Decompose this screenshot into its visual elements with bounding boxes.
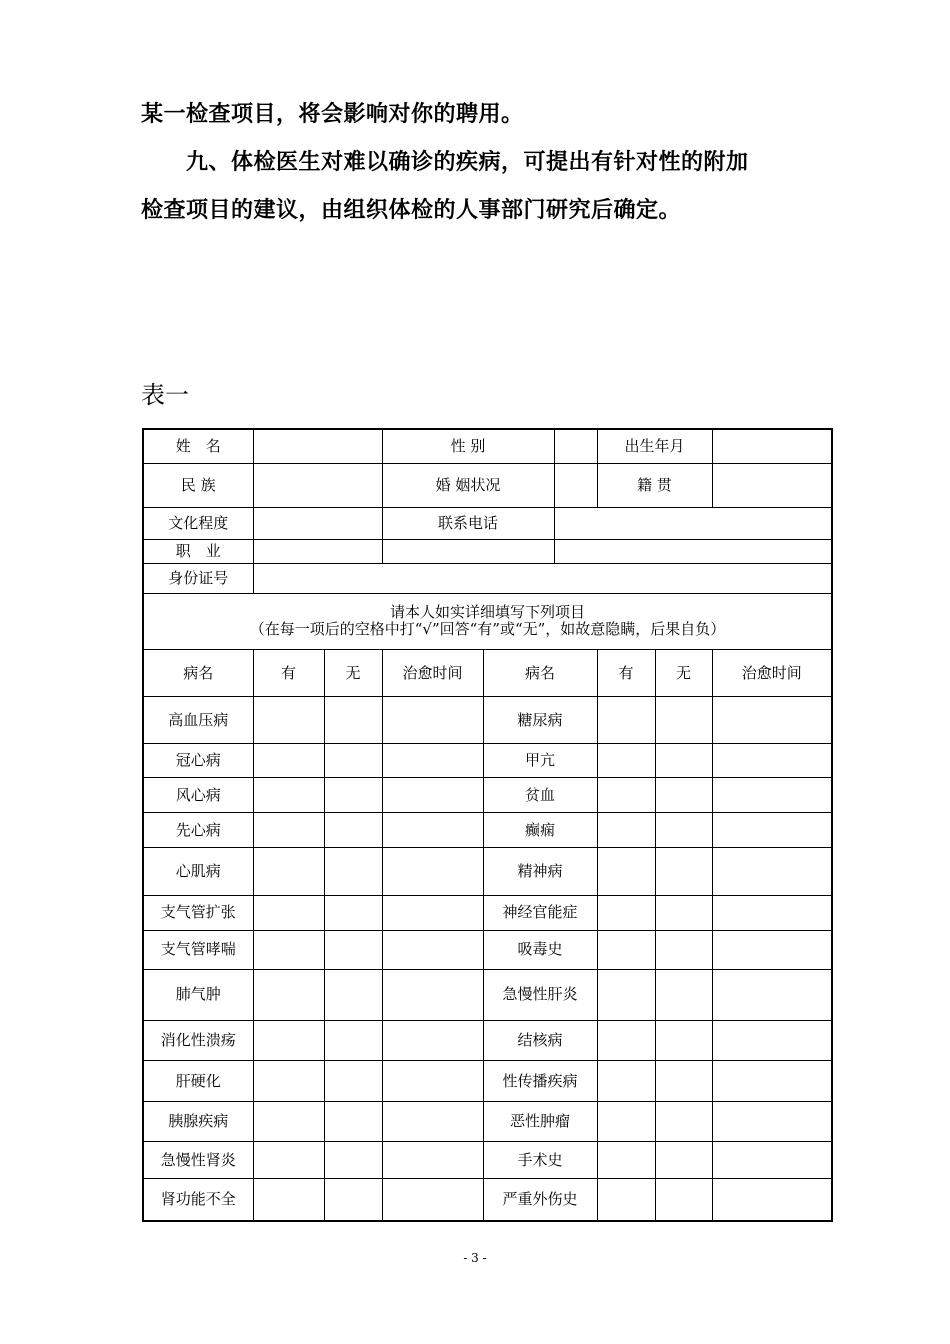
cure-time-cell[interactable] bbox=[382, 744, 483, 778]
table-row bbox=[143, 895, 832, 930]
cure-time-cell[interactable] bbox=[712, 969, 832, 1020]
phone-field[interactable] bbox=[554, 507, 832, 539]
yes-cell[interactable] bbox=[253, 1060, 324, 1101]
yes-cell[interactable] bbox=[597, 848, 655, 895]
name-label: 姓 名 bbox=[143, 429, 253, 463]
no-cell[interactable] bbox=[324, 1060, 382, 1101]
table-row bbox=[143, 848, 832, 895]
yes-cell[interactable] bbox=[597, 813, 655, 848]
table-row bbox=[143, 697, 832, 744]
disease-name-left: 风心病 bbox=[143, 778, 253, 813]
cure-time-cell[interactable] bbox=[382, 895, 483, 930]
instruction-notice bbox=[143, 593, 832, 649]
cure-time-cell[interactable] bbox=[712, 895, 832, 930]
yes-cell[interactable] bbox=[253, 1020, 324, 1060]
no-cell[interactable] bbox=[324, 1142, 382, 1179]
cure-time-cell[interactable] bbox=[382, 1102, 483, 1142]
disease-name-right: 恶性肿瘤 bbox=[483, 1102, 597, 1142]
no-cell[interactable] bbox=[655, 1179, 712, 1221]
occupation-field-3[interactable] bbox=[554, 539, 832, 563]
cure-time-cell[interactable] bbox=[382, 969, 483, 1020]
yes-cell[interactable] bbox=[253, 1179, 324, 1221]
table-row bbox=[143, 969, 832, 1020]
disease-name-right: 手术史 bbox=[483, 1142, 597, 1179]
paragraph-line-2: 九、体检医生对难以确诊的疾病，可提出有针对性的附加 bbox=[141, 150, 749, 175]
header-cure-time-right: 治愈时间 bbox=[712, 650, 832, 697]
occupation-label: 职 业 bbox=[143, 539, 253, 563]
yes-cell[interactable] bbox=[597, 1179, 655, 1221]
table-row bbox=[143, 813, 832, 848]
yes-cell[interactable] bbox=[253, 1102, 324, 1142]
marital-field[interactable] bbox=[554, 463, 597, 507]
no-cell[interactable] bbox=[655, 744, 712, 778]
disease-name-left: 急慢性肾炎 bbox=[143, 1142, 253, 1179]
header-yes-left: 有 bbox=[253, 650, 324, 697]
no-cell[interactable] bbox=[655, 1142, 712, 1179]
phone-label: 联系电话 bbox=[382, 507, 554, 539]
cure-time-cell[interactable] bbox=[382, 930, 483, 969]
disease-name-right: 神经官能症 bbox=[483, 895, 597, 930]
cure-time-cell[interactable] bbox=[712, 1020, 832, 1060]
birth-label: 出生年月 bbox=[597, 429, 712, 463]
no-cell[interactable] bbox=[324, 848, 382, 895]
table-row bbox=[143, 778, 832, 813]
ethnicity-label: 民 族 bbox=[143, 463, 253, 507]
yes-cell[interactable] bbox=[253, 969, 324, 1020]
no-cell[interactable] bbox=[655, 848, 712, 895]
cure-time-cell[interactable] bbox=[712, 778, 832, 813]
notice-line-1: 请本人如实详细填写下列项目 bbox=[390, 603, 586, 622]
no-cell[interactable] bbox=[655, 1102, 712, 1142]
occupation-field-2[interactable] bbox=[382, 539, 554, 563]
no-cell[interactable] bbox=[655, 1060, 712, 1101]
gender-field[interactable] bbox=[554, 429, 597, 463]
paragraph-line-1: 某一检查项目，将会影响对你的聘用。 bbox=[141, 102, 524, 127]
yes-cell[interactable] bbox=[597, 697, 655, 744]
occupation-field-1[interactable] bbox=[253, 539, 382, 563]
yes-cell[interactable] bbox=[253, 1142, 324, 1179]
no-cell[interactable] bbox=[324, 969, 382, 1020]
birth-field[interactable] bbox=[712, 429, 832, 463]
disease-name-left: 先心病 bbox=[143, 813, 253, 848]
yes-cell[interactable] bbox=[597, 1060, 655, 1101]
header-disease-right: 病名 bbox=[483, 650, 597, 697]
disease-name-left: 心肌病 bbox=[143, 848, 253, 895]
gender-label: 性 别 bbox=[382, 429, 554, 463]
cure-time-cell[interactable] bbox=[382, 1020, 483, 1060]
yes-cell[interactable] bbox=[597, 1142, 655, 1179]
header-no-right: 无 bbox=[655, 650, 712, 697]
cure-time-cell[interactable] bbox=[382, 1060, 483, 1101]
table-row bbox=[143, 1142, 832, 1179]
cure-time-cell[interactable] bbox=[712, 697, 832, 744]
table-row bbox=[143, 1102, 832, 1142]
no-cell[interactable] bbox=[655, 778, 712, 813]
cure-time-cell[interactable] bbox=[712, 1179, 832, 1221]
no-cell[interactable] bbox=[324, 1102, 382, 1142]
cure-time-cell[interactable] bbox=[712, 1102, 832, 1142]
cure-time-cell[interactable] bbox=[382, 1142, 483, 1179]
name-field[interactable] bbox=[253, 429, 382, 463]
no-cell[interactable] bbox=[324, 778, 382, 813]
table-row bbox=[143, 1060, 832, 1101]
health-declaration-table bbox=[142, 428, 833, 1222]
yes-cell[interactable] bbox=[597, 1020, 655, 1060]
disease-name-right: 吸毒史 bbox=[483, 930, 597, 969]
yes-cell[interactable] bbox=[597, 895, 655, 930]
table-row bbox=[143, 930, 832, 969]
disease-name-right: 贫血 bbox=[483, 778, 597, 813]
no-cell[interactable] bbox=[324, 744, 382, 778]
disease-name-left: 肺气肿 bbox=[143, 969, 253, 1020]
yes-cell[interactable] bbox=[253, 930, 324, 969]
no-cell[interactable] bbox=[324, 1179, 382, 1221]
table-row bbox=[143, 1020, 832, 1060]
cure-time-cell[interactable] bbox=[382, 778, 483, 813]
disease-name-left: 肝硬化 bbox=[143, 1060, 253, 1101]
cure-time-cell[interactable] bbox=[382, 848, 483, 895]
yes-cell[interactable] bbox=[253, 697, 324, 744]
no-cell[interactable] bbox=[655, 813, 712, 848]
no-cell[interactable] bbox=[655, 895, 712, 930]
disease-name-left: 高血压病 bbox=[143, 697, 253, 744]
cure-time-cell[interactable] bbox=[382, 1179, 483, 1221]
yes-cell[interactable] bbox=[253, 895, 324, 930]
table-caption: 表一 bbox=[141, 381, 189, 409]
no-cell[interactable] bbox=[655, 969, 712, 1020]
table-row bbox=[143, 1179, 832, 1221]
disease-name-right: 甲亢 bbox=[483, 744, 597, 778]
paragraph-line-3: 检查项目的建议，由组织体检的人事部门研究后确定。 bbox=[141, 198, 682, 223]
disease-name-right: 癫痫 bbox=[483, 813, 597, 848]
cure-time-cell[interactable] bbox=[712, 930, 832, 969]
id-number-field[interactable] bbox=[253, 563, 832, 593]
notice-line-2: （在每一项后的空格中打“√”回答“有”或“无”，如故意隐瞒，后果自负） bbox=[249, 620, 726, 639]
yes-cell[interactable] bbox=[253, 744, 324, 778]
no-cell[interactable] bbox=[324, 697, 382, 744]
no-cell[interactable] bbox=[655, 1020, 712, 1060]
disease-name-right: 精神病 bbox=[483, 848, 597, 895]
no-cell[interactable] bbox=[324, 895, 382, 930]
page-number: - 3 - bbox=[463, 1251, 487, 1265]
native-field[interactable] bbox=[712, 463, 832, 507]
yes-cell[interactable] bbox=[597, 969, 655, 1020]
no-cell[interactable] bbox=[655, 697, 712, 744]
yes-cell[interactable] bbox=[597, 930, 655, 969]
header-yes-right: 有 bbox=[597, 650, 655, 697]
native-label: 籍 贯 bbox=[597, 463, 712, 507]
no-cell[interactable] bbox=[324, 930, 382, 969]
disease-name-right: 糖尿病 bbox=[483, 697, 597, 744]
yes-cell[interactable] bbox=[597, 778, 655, 813]
yes-cell[interactable] bbox=[597, 1102, 655, 1142]
cure-time-cell[interactable] bbox=[382, 697, 483, 744]
cure-time-cell[interactable] bbox=[712, 1142, 832, 1179]
header-cure-time-left: 治愈时间 bbox=[382, 650, 483, 697]
disease-name-right: 严重外伤史 bbox=[483, 1179, 597, 1221]
table-row bbox=[143, 744, 832, 778]
disease-name-left: 肾功能不全 bbox=[143, 1179, 253, 1221]
no-cell[interactable] bbox=[324, 1020, 382, 1060]
disease-name-left: 消化性溃疡 bbox=[143, 1020, 253, 1060]
disease-name-left: 胰腺疾病 bbox=[143, 1102, 253, 1142]
disease-name-left: 冠心病 bbox=[143, 744, 253, 778]
education-label: 文化程度 bbox=[143, 507, 253, 539]
no-cell[interactable] bbox=[655, 930, 712, 969]
no-cell[interactable] bbox=[324, 813, 382, 848]
cure-time-cell[interactable] bbox=[712, 744, 832, 778]
ethnicity-field[interactable] bbox=[253, 463, 382, 507]
cure-time-cell[interactable] bbox=[382, 813, 483, 848]
id-number-label: 身份证号 bbox=[143, 563, 253, 593]
cure-time-cell[interactable] bbox=[712, 1060, 832, 1101]
cure-time-cell[interactable] bbox=[712, 813, 832, 848]
disease-name-right: 结核病 bbox=[483, 1020, 597, 1060]
cure-time-cell[interactable] bbox=[712, 848, 832, 895]
header-disease-left: 病名 bbox=[143, 650, 253, 697]
yes-cell[interactable] bbox=[253, 813, 324, 848]
yes-cell[interactable] bbox=[253, 778, 324, 813]
disease-name-left: 支气管扩张 bbox=[143, 895, 253, 930]
education-field[interactable] bbox=[253, 507, 382, 539]
disease-name-right: 急慢性肝炎 bbox=[483, 969, 597, 1020]
marital-label: 婚 姻状况 bbox=[382, 463, 554, 507]
disease-name-left: 支气管哮喘 bbox=[143, 930, 253, 969]
disease-name-right: 性传播疾病 bbox=[483, 1060, 597, 1101]
header-no-left: 无 bbox=[324, 650, 382, 697]
yes-cell[interactable] bbox=[253, 848, 324, 895]
yes-cell[interactable] bbox=[597, 744, 655, 778]
